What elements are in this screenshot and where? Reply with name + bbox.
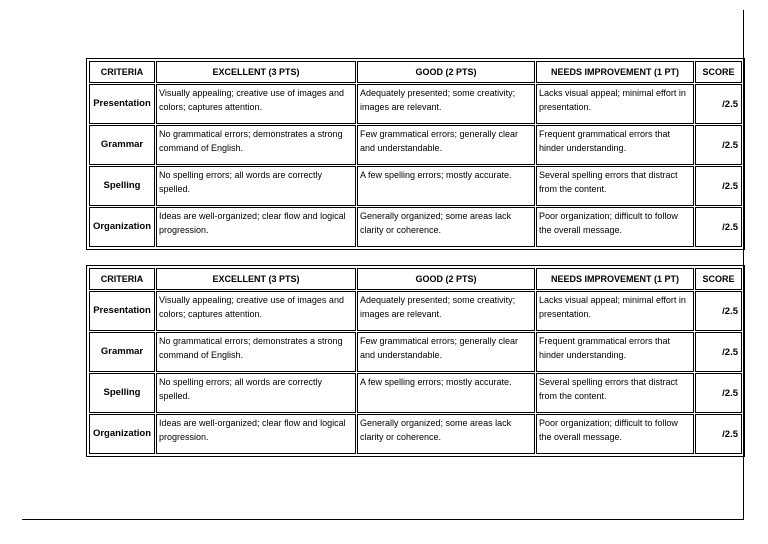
- table-row: [89, 84, 742, 124]
- excellent-cell: Visually appealing; creative use of images and colors; captures attention.: [156, 84, 356, 124]
- criteria-cell: Spelling: [89, 166, 155, 206]
- needs-improvement-cell: Frequent grammatical errors that hinder understanding.: [536, 125, 694, 165]
- rubric-table-1: [86, 58, 745, 250]
- score-cell: /2.5: [695, 166, 742, 206]
- needs-improvement-cell: Poor organization; difficult to follow the overall message.: [536, 207, 694, 247]
- score-cell: /2.5: [695, 414, 742, 454]
- good-cell: Few grammatical errors; generally clear and understandable.: [357, 332, 535, 372]
- header-score: SCORE: [695, 61, 742, 83]
- rubric-table: [88, 60, 743, 248]
- header-row: [89, 61, 742, 83]
- needs-improvement-cell: Lacks visual appeal; minimal effort in presentation.: [536, 291, 694, 331]
- excellent-cell: No grammatical errors; demonstrates a strong command of English.: [156, 125, 356, 165]
- excellent-cell: Ideas are well-organized; clear flow and logical progression.: [156, 207, 356, 247]
- excellent-cell: Ideas are well-organized; clear flow and logical progression.: [156, 414, 356, 454]
- table-row: [89, 207, 742, 247]
- header-needs-improvement: NEEDS IMPROVEMENT (1 PT): [536, 268, 694, 290]
- table-row: [89, 125, 742, 165]
- good-cell: A few spelling errors; mostly accurate.: [357, 373, 535, 413]
- score-cell: /2.5: [695, 207, 742, 247]
- criteria-cell: Spelling: [89, 373, 155, 413]
- score-cell: /2.5: [695, 373, 742, 413]
- excellent-cell: No spelling errors; all words are correctly spelled.: [156, 166, 356, 206]
- score-cell: /2.5: [695, 291, 742, 331]
- document-page: [22, 10, 744, 520]
- header-row: [89, 268, 742, 290]
- excellent-cell: Visually appealing; creative use of images and colors; captures attention.: [156, 291, 356, 331]
- table-row: [89, 414, 742, 454]
- header-good: GOOD (2 PTS): [357, 61, 535, 83]
- good-cell: Adequately presented; some creativity; images are relevant.: [357, 291, 535, 331]
- good-cell: Generally organized; some areas lack clarity or coherence.: [357, 414, 535, 454]
- good-cell: Generally organized; some areas lack clarity or coherence.: [357, 207, 535, 247]
- needs-improvement-cell: Poor organization; difficult to follow the overall message.: [536, 414, 694, 454]
- criteria-cell: Presentation: [89, 291, 155, 331]
- header-good: GOOD (2 PTS): [357, 268, 535, 290]
- header-excellent: EXCELLENT (3 PTS): [156, 61, 356, 83]
- rubric-table: [88, 267, 743, 455]
- score-cell: /2.5: [695, 84, 742, 124]
- good-cell: Few grammatical errors; generally clear and understandable.: [357, 125, 535, 165]
- good-cell: A few spelling errors; mostly accurate.: [357, 166, 535, 206]
- score-cell: /2.5: [695, 332, 742, 372]
- excellent-cell: No grammatical errors; demonstrates a strong command of English.: [156, 332, 356, 372]
- header-excellent: EXCELLENT (3 PTS): [156, 268, 356, 290]
- header-criteria: CRITERIA: [89, 268, 155, 290]
- criteria-cell: Organization: [89, 414, 155, 454]
- needs-improvement-cell: Several spelling errors that distract from the content.: [536, 166, 694, 206]
- table-row: [89, 332, 742, 372]
- needs-improvement-cell: Lacks visual appeal; minimal effort in presentation.: [536, 84, 694, 124]
- good-cell: Adequately presented; some creativity; images are relevant.: [357, 84, 535, 124]
- table-row: [89, 291, 742, 331]
- criteria-cell: Presentation: [89, 84, 155, 124]
- table-row: [89, 166, 742, 206]
- score-cell: /2.5: [695, 125, 742, 165]
- header-needs-improvement: NEEDS IMPROVEMENT (1 PT): [536, 61, 694, 83]
- criteria-cell: Organization: [89, 207, 155, 247]
- header-score: SCORE: [695, 268, 742, 290]
- criteria-cell: Grammar: [89, 125, 155, 165]
- rubric-table-2: [86, 265, 745, 457]
- needs-improvement-cell: Frequent grammatical errors that hinder understanding.: [536, 332, 694, 372]
- excellent-cell: No spelling errors; all words are correctly spelled.: [156, 373, 356, 413]
- header-criteria: CRITERIA: [89, 61, 155, 83]
- table-row: [89, 373, 742, 413]
- needs-improvement-cell: Several spelling errors that distract from the content.: [536, 373, 694, 413]
- criteria-cell: Grammar: [89, 332, 155, 372]
